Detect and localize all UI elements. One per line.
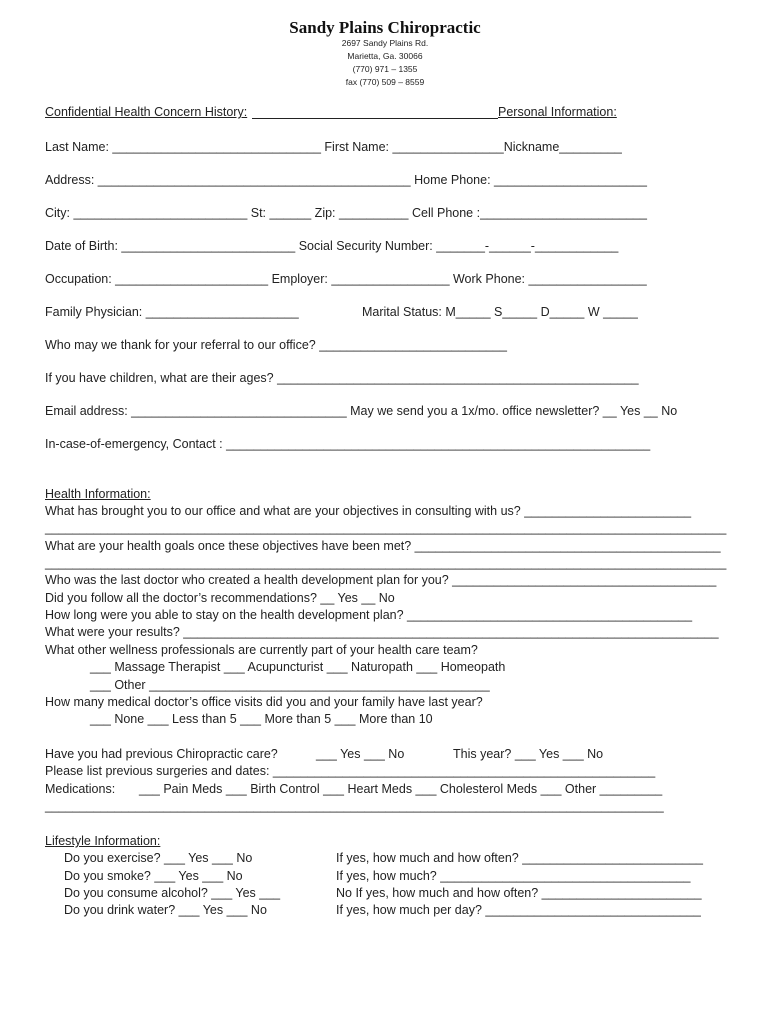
practice-title: Sandy Plains Chiropractic bbox=[289, 18, 481, 37]
wellness-question: What other wellness professionals are currently part of your health care team? bbox=[45, 643, 478, 657]
lifestyle-heading: Lifestyle Information: bbox=[45, 834, 161, 848]
wellness-options[interactable]: ___ Massage Therapist ___ Acupuncturist ___ Naturopath ___ Homeopath bbox=[90, 660, 506, 674]
emergency-contact-field[interactable]: In-case-of-emergency, Contact : _____________________________________________________________ bbox=[45, 437, 651, 451]
medications-options[interactable]: ___ Pain Meds ___ Birth Control ___ Heart Meds ___ Cholesterol Meds ___ Other _________ bbox=[139, 782, 663, 796]
water-question[interactable]: Do you drink water? ___ Yes ___ No bbox=[64, 903, 267, 917]
alcohol-followup[interactable]: No If yes, how much and how often? _______________________ bbox=[336, 886, 702, 900]
surgeries-field[interactable]: Please list previous surgeries and dates: _______________________________________________________ bbox=[45, 764, 656, 778]
visits-question: How many medical doctor’s office visits did you and your family have last year? bbox=[45, 695, 483, 709]
smoke-question[interactable]: Do you smoke? ___ Yes ___ No bbox=[64, 869, 243, 883]
practice-phone: (770) 971 – 1355 bbox=[352, 64, 418, 74]
physician-field[interactable]: Family Physician: ______________________ bbox=[45, 305, 299, 319]
water-followup[interactable]: If yes, how much per day? _______________________________ bbox=[336, 903, 701, 917]
visit-options[interactable]: ___ None ___ Less than 5 ___ More than 5 ___ More than 10 bbox=[90, 712, 433, 726]
email-newsletter-field[interactable]: Email address: _______________________________ May we send you a 1x/mo. office newsletter? __ Yes __ No bbox=[45, 404, 678, 418]
address-fields[interactable]: Address: _____________________________________________ Home Phone: ______________________ bbox=[45, 173, 647, 187]
chiropractic-options[interactable]: ___ Yes ___ No bbox=[316, 747, 405, 761]
exercise-followup[interactable]: If yes, how much and how often? __________________________ bbox=[336, 851, 703, 865]
this-year-options[interactable]: This year? ___ Yes ___ No bbox=[453, 747, 604, 761]
smoke-followup[interactable]: If yes, how much? ____________________________________ bbox=[336, 869, 691, 883]
section-divider bbox=[252, 118, 498, 119]
medications-label: Medications: bbox=[45, 782, 116, 796]
dob-fields[interactable]: Date of Birth: _________________________ Social Security Number: _______-______-____________ bbox=[45, 239, 619, 253]
section-confidential-history: Confidential Health Concern History: bbox=[45, 105, 248, 119]
occupation-fields[interactable]: Occupation: ______________________ Employer: _________________ Work Phone: _________________ bbox=[45, 272, 647, 286]
wellness-other-field[interactable]: ___ Other _________________________________________________ bbox=[90, 678, 490, 692]
goals-continued[interactable]: __________________________________________________________________________________________________ bbox=[45, 556, 727, 570]
goals-field[interactable]: What are your health goals once these objectives have been met? ____________________________________________ bbox=[45, 539, 721, 553]
name-fields[interactable]: Last Name: ______________________________ First Name: ________________Nickname_________ bbox=[45, 140, 622, 154]
section-personal-info: Personal Information: bbox=[498, 105, 617, 119]
health-info-heading: Health Information: bbox=[45, 487, 151, 501]
objectives-continued[interactable]: __________________________________________________________________________________________________ bbox=[45, 521, 727, 535]
last-doctor-field[interactable]: Who was the last doctor who created a health development plan for you? ______________________________________ bbox=[45, 573, 717, 587]
children-field[interactable]: If you have children, what are their ages? ____________________________________________________ bbox=[45, 371, 639, 385]
chiropractic-question: Have you had previous Chiropractic care? bbox=[45, 747, 278, 761]
objectives-field[interactable]: What has brought you to our office and what are your objectives in consulting with us? ________________________ bbox=[45, 504, 692, 518]
plan-duration-field[interactable]: How long were you able to stay on the health development plan? _________________________________________ bbox=[45, 608, 693, 622]
follow-recommendations-field[interactable]: Did you follow all the doctor’s recommendations? __ Yes __ No bbox=[45, 591, 395, 605]
marital-status-field[interactable]: Marital Status: M_____ S_____ D_____ W _____ bbox=[362, 305, 638, 319]
exercise-question[interactable]: Do you exercise? ___ Yes ___ No bbox=[64, 851, 253, 865]
practice-city: Marietta, Ga. 30066 bbox=[347, 51, 423, 61]
practice-fax: fax (770) 509 – 8559 bbox=[345, 77, 425, 87]
medications-continued[interactable]: _________________________________________________________________________________________ bbox=[45, 799, 664, 813]
practice-address: 2697 Sandy Plains Rd. bbox=[341, 38, 429, 48]
results-field[interactable]: What were your results? _____________________________________________________________________________ bbox=[45, 625, 719, 639]
referral-field[interactable]: Who may we thank for your referral to our office? ___________________________ bbox=[45, 338, 507, 352]
city-fields[interactable]: City: _________________________ St: ______ Zip: __________ Cell Phone :________________________ bbox=[45, 206, 647, 220]
alcohol-question[interactable]: Do you consume alcohol? ___ Yes ___ bbox=[64, 886, 281, 900]
